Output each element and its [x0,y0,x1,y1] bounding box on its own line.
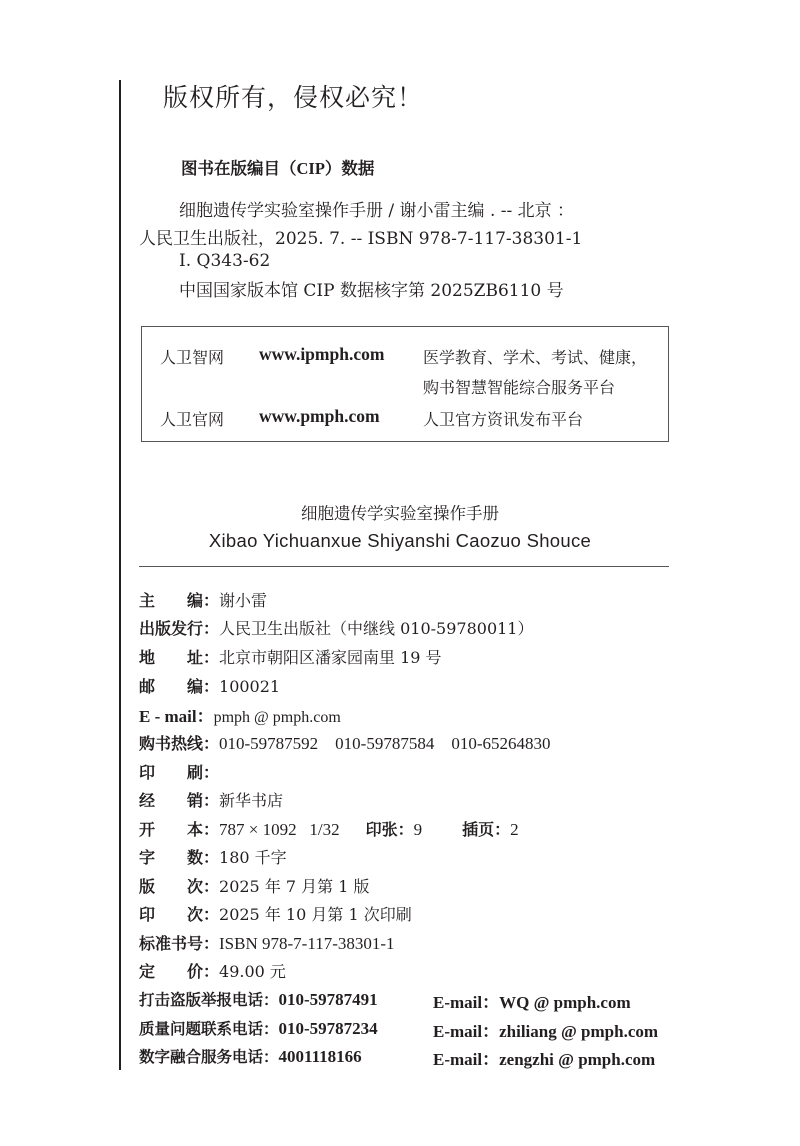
website-desc: 医学教育、学术、考试、健康， [423,348,648,367]
book-title-pinyin: Xibao Yichuanxue Shiyanshi Caozuo Shouce [208,530,592,551]
info-printer [139,760,219,784]
info-label: 主 编： [139,591,220,610]
contact-row [139,988,378,1010]
contact-label: 数字融合服务电话： [139,1048,279,1066]
cip-line-classification: Ⅰ. Q343-62 [179,251,271,271]
divider [139,566,669,567]
info-postcode [139,674,280,698]
info-value: 人民卫生出版社（中继线 010-59780011） [219,619,534,638]
info-label: 定 价： [139,962,220,981]
cip-line-title: 细胞遗传学实验室操作手册 / 谢小雷主编 . -- 北京 ： [179,201,575,221]
info-value[interactable]: pmph @ pmph.com [213,709,341,726]
info-isbn [139,931,395,955]
cip-line-publisher: 人民卫生出版社，2025. 7. -- ISBN 978-7-117-38301-1 [139,229,583,249]
info-value: 2025 年 7 月第 1 版 [219,877,370,896]
info-label: 经 销： [139,791,220,810]
contact-email[interactable]: E-mail：zengzhi @ pmph.com [433,1050,656,1069]
info-value: 180 千字 [219,848,287,867]
info-label: E - mail： [139,707,214,726]
info-label: 印张： [365,820,414,839]
info-value: 新华书店 [219,791,284,810]
cip-heading-suffix: ）数据 [324,159,375,178]
info-value: 2025 年 10 月第 1 次印刷 [219,905,412,924]
website-desc: 人卫官方资讯发布平台 [423,410,584,429]
info-label: 印 刷： [139,763,220,782]
info-edition [139,874,370,898]
contact-phone: 4001118166 [278,1047,362,1066]
info-publisher [139,616,534,640]
info-label: 字 数： [139,848,220,867]
info-label: 地 址： [139,648,220,667]
info-value: 100021 [219,677,281,696]
contact-email[interactable]: E-mail：zhiliang @ pmph.com [433,1022,659,1041]
info-value: 49.00 元 [219,962,286,981]
info-value: 北京市朝阳区潘家园南里 19 号 [219,648,442,667]
website-box [141,326,669,442]
info-label: 出版发行： [139,619,220,638]
info-value: 9 [413,820,423,839]
info-value: 010-59787592 010-59787584 010-65264830 [219,734,551,753]
info-label: 邮 编： [139,677,220,696]
info-impression [139,902,412,926]
info-value: 谢小雷 [219,591,268,610]
margin-rule [119,80,121,1070]
contact-label: 打击盗版举报电话： [139,991,279,1009]
copyright-notice: 版权所有，侵权必究！ [163,83,424,112]
info-wordcount [139,845,287,869]
book-title: 细胞遗传学实验室操作手册 [301,504,499,523]
info-address [139,645,442,669]
cip-line-record: 中国国家版本馆 CIP 数据核字第 2025ZB6110 号 [179,281,564,301]
cip-heading [181,155,374,179]
info-label: 购书热线： [139,734,220,753]
website-url[interactable]: www.ipmph.com [259,344,385,364]
info-value: ISBN 978-7-117-38301-1 [219,934,395,953]
info-price [139,959,286,983]
info-email [139,702,341,726]
website-name: 人卫智网 [160,348,225,367]
info-distributor [139,788,283,812]
contact-phone: 010-59787234 [278,1019,378,1038]
cip-heading-tag: CIP [296,159,325,178]
info-value: 787 × 1092 1/32 [219,820,340,839]
website-url[interactable]: www.pmph.com [259,406,380,426]
info-format [139,817,519,841]
info-label: 开 本： [139,820,220,839]
info-label: 版 次： [139,877,220,896]
website-desc: 购书智慧智能综合服务平台 [423,378,616,397]
info-value: 2 [510,820,519,839]
info-hotline [139,731,551,755]
cip-heading-prefix: 图书在版编目（ [181,159,297,178]
info-label: 插页： [462,820,511,839]
info-label: 标准书号： [139,934,220,953]
contact-label: 质量问题联系电话： [139,1020,279,1038]
info-label: 印 次： [139,905,220,924]
website-name: 人卫官网 [160,410,225,429]
contact-email[interactable]: E-mail：WQ @ pmph.com [433,993,631,1012]
contact-row [139,1045,362,1067]
info-editor [139,588,267,612]
contact-row [139,1017,378,1039]
contact-phone: 010-59787491 [278,990,378,1009]
